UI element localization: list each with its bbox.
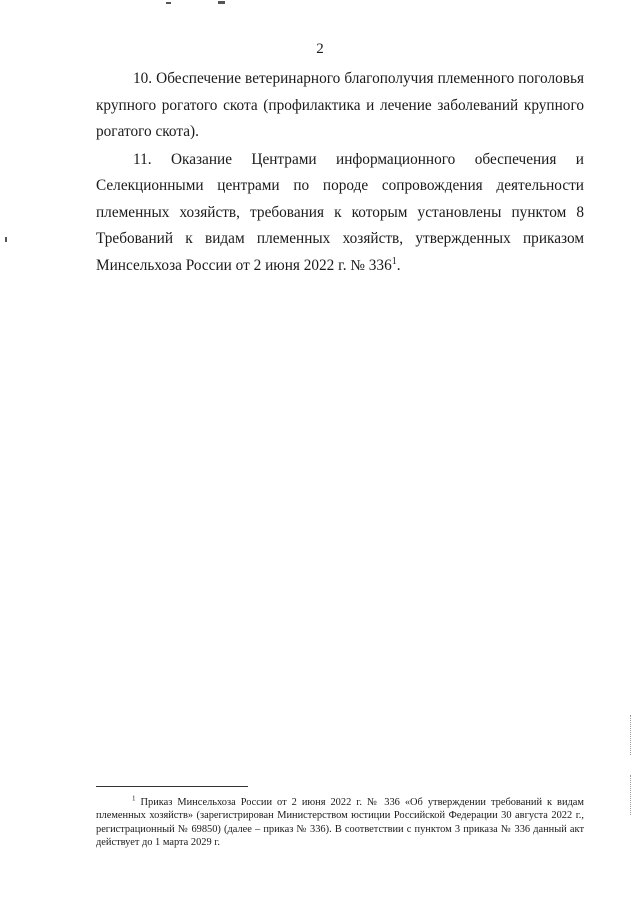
footnote-text: Приказ Минсельхоза России от 2 июня 2022 г. № 336 «Об утверждении требований к видам племенных хозяйств» (зарегистрирован Министерством юстиции Российской Федерации 30 августа 2022 г., регистрационный № 69850) (далее – приказ № 336). В соответствии с пунктом 3 приказа № 336 данный акт действует до 1 марта 2029 г. (96, 797, 584, 849)
footnote-separator (96, 786, 248, 787)
paragraph-11 (96, 147, 584, 280)
paragraph-text: 10. Обеспечение ветеринарного благополучия племенного поголовья крупного рогатого скота (профилактика и лечение заболеваний крупного рогатого скота). (96, 70, 584, 140)
paragraph-trailing-punctuation: . (396, 256, 401, 274)
footnote-marker: 1 (132, 794, 136, 803)
page-number: 2 (316, 41, 324, 57)
scan-artifact (630, 775, 632, 815)
scan-artifact (630, 715, 632, 755)
scan-artifact (218, 1, 225, 4)
paragraph-10 (96, 66, 584, 146)
footnote (96, 796, 584, 850)
scan-artifact (166, 2, 171, 4)
scan-artifact (5, 237, 7, 242)
document-body (96, 66, 584, 280)
paragraph-text: 11. Оказание Центрами информационного обеспечения и Селекционными центрами по породе сопровождения деятельности племенных хозяйств, требования к которым установлены пунктом 8 Требований к видам племенных хозяйств, утвержденных приказом Минсельхоза России от 2 июня 2022 г. № 336 (96, 150, 584, 274)
footnote-reference[interactable]: 1 (391, 255, 397, 267)
